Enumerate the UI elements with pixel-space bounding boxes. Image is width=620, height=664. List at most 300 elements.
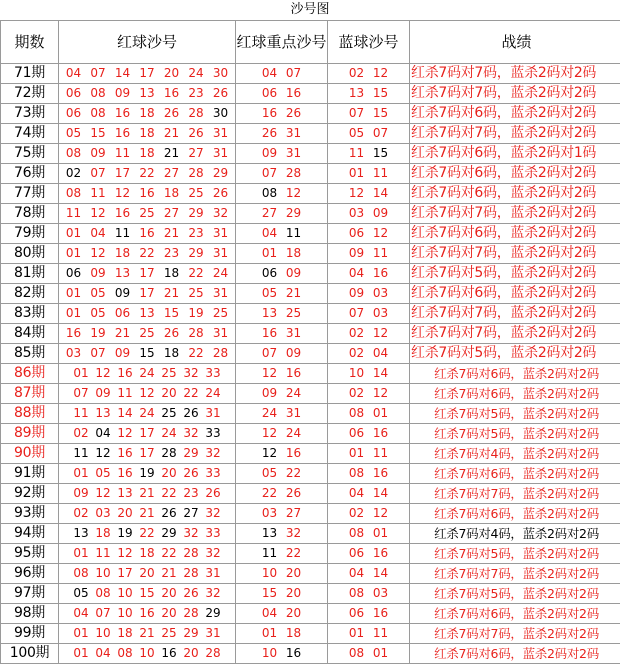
blue-ball-cell[interactable]	[328, 504, 410, 524]
blue-ball-cell[interactable]	[328, 284, 410, 304]
number: 21	[136, 504, 158, 523]
number: 03	[258, 504, 282, 523]
number: 28	[282, 164, 306, 183]
number: 25	[158, 624, 180, 643]
red-ball-cell[interactable]	[59, 644, 236, 664]
number: 15	[86, 124, 111, 143]
period-cell[interactable]: 94期	[1, 524, 59, 544]
number: 01	[369, 404, 393, 423]
result-cell[interactable]: 红杀7码对5码，蓝杀2码对2码	[410, 544, 620, 564]
number: 16	[135, 184, 160, 203]
number: 16	[110, 104, 135, 123]
number: 02	[345, 344, 369, 363]
red-key-cell[interactable]	[236, 404, 328, 424]
table-row	[1, 484, 620, 504]
red-ball-cell[interactable]	[59, 444, 236, 464]
red-key-cell[interactable]	[236, 324, 328, 344]
red-ball-cell[interactable]	[59, 144, 236, 164]
header-period[interactable]: 期数	[1, 21, 59, 64]
red-key-cell[interactable]	[236, 104, 328, 124]
red-key-cell[interactable]	[236, 264, 328, 284]
period-cell[interactable]: 96期	[1, 564, 59, 584]
red-key-cell[interactable]	[236, 364, 328, 384]
number: 25	[282, 304, 306, 323]
table-row	[1, 84, 620, 104]
number: 15	[159, 304, 184, 323]
header-result[interactable]: 战绩	[410, 21, 620, 64]
number: 10	[258, 564, 282, 583]
period-cell[interactable]: 100期	[1, 644, 59, 664]
number: 05	[345, 124, 369, 143]
number: 15	[258, 584, 282, 603]
period-cell[interactable]: 81期	[1, 264, 59, 284]
number: 12	[369, 504, 393, 523]
result-cell[interactable]: 红杀7码对6码，蓝杀2码对2码	[410, 384, 620, 404]
result-cell[interactable]: 红杀7码对4码，蓝杀2码对2码	[410, 444, 620, 464]
blue-ball-cell[interactable]	[328, 84, 410, 104]
number: 20	[282, 604, 306, 623]
number: 09	[258, 384, 282, 403]
number: 26	[158, 504, 180, 523]
red-ball-cell[interactable]	[59, 324, 236, 344]
number: 13	[70, 524, 92, 543]
blue-ball-cell[interactable]	[328, 444, 410, 464]
blue-ball-cell[interactable]	[328, 624, 410, 644]
number: 07	[258, 164, 282, 183]
number: 03	[369, 304, 393, 323]
result-cell[interactable]: 红杀7码对5码，蓝杀2码对2码	[410, 404, 620, 424]
red-key-cell[interactable]	[236, 584, 328, 604]
result-cell[interactable]: 红杀7码对7码，蓝杀2码对2码	[410, 484, 620, 504]
number: 26	[208, 84, 233, 103]
number: 17	[110, 164, 135, 183]
blue-ball-cell[interactable]	[328, 384, 410, 404]
number: 09	[110, 284, 135, 303]
red-key-cell[interactable]	[236, 304, 328, 324]
red-ball-cell[interactable]	[59, 484, 236, 504]
number: 06	[258, 264, 282, 283]
result-cell[interactable]: 红杀7码对7码，蓝杀2码对2码	[410, 84, 620, 104]
result-cell[interactable]: 红杀7码对4码，蓝杀2码对2码	[410, 524, 620, 544]
period-cell[interactable]: 74期	[1, 124, 59, 144]
number: 26	[180, 464, 202, 483]
number: 11	[70, 444, 92, 463]
period-cell[interactable]: 75期	[1, 144, 59, 164]
period-cell[interactable]: 90期	[1, 444, 59, 464]
red-ball-cell[interactable]	[59, 364, 236, 384]
number: 32	[180, 524, 202, 543]
number: 07	[70, 384, 92, 403]
red-key-cell[interactable]	[236, 64, 328, 84]
red-key-cell[interactable]	[236, 604, 328, 624]
period-cell[interactable]: 76期	[1, 164, 59, 184]
number: 08	[61, 144, 86, 163]
result-cell[interactable]: 红杀7码对7码，蓝杀2码对2码	[410, 204, 620, 224]
number: 12	[114, 544, 136, 563]
period-cell[interactable]: 84期	[1, 324, 59, 344]
blue-ball-cell[interactable]	[328, 144, 410, 164]
red-key-cell[interactable]	[236, 344, 328, 364]
red-key-cell[interactable]	[236, 524, 328, 544]
number: 16	[282, 364, 306, 383]
table-row	[1, 524, 620, 544]
result-cell[interactable]: 红杀7码对6码，蓝杀2码对2码	[410, 184, 620, 204]
blue-ball-cell[interactable]	[328, 584, 410, 604]
number: 06	[345, 224, 369, 243]
number: 24	[282, 384, 306, 403]
blue-ball-cell[interactable]	[328, 64, 410, 84]
period-cell[interactable]: 83期	[1, 304, 59, 324]
red-key-cell[interactable]	[236, 624, 328, 644]
number: 29	[158, 524, 180, 543]
number: 12	[369, 324, 393, 343]
result-cell[interactable]: 红杀7码对6码，蓝杀2码对2码	[410, 604, 620, 624]
red-ball-cell[interactable]	[59, 344, 236, 364]
red-ball-cell[interactable]	[59, 204, 236, 224]
number: 12	[136, 384, 158, 403]
number: 07	[282, 64, 306, 83]
result-cell[interactable]: 红杀7码对5码，蓝杀2码对2码	[410, 584, 620, 604]
period-cell[interactable]: 87期	[1, 384, 59, 404]
number: 28	[180, 564, 202, 583]
number: 20	[282, 584, 306, 603]
number: 12	[92, 484, 114, 503]
red-ball-cell[interactable]	[59, 184, 236, 204]
number: 28	[180, 604, 202, 623]
blue-ball-cell[interactable]	[328, 604, 410, 624]
number: 22	[282, 464, 306, 483]
red-key-cell[interactable]	[236, 544, 328, 564]
table-row	[1, 64, 620, 84]
blue-ball-cell[interactable]	[328, 424, 410, 444]
red-key-cell[interactable]	[236, 184, 328, 204]
red-ball-cell[interactable]	[59, 404, 236, 424]
number: 04	[258, 224, 282, 243]
number: 12	[86, 244, 111, 263]
number: 06	[345, 604, 369, 623]
number: 20	[136, 564, 158, 583]
number: 16	[282, 644, 306, 663]
number: 14	[110, 64, 135, 83]
result-cell[interactable]: 红杀7码对7码，蓝杀2码对2码	[410, 624, 620, 644]
red-key-cell[interactable]	[236, 644, 328, 664]
blue-ball-cell[interactable]	[328, 224, 410, 244]
number: 31	[202, 564, 224, 583]
red-ball-cell[interactable]	[59, 124, 236, 144]
number: 11	[369, 444, 393, 463]
number: 26	[159, 104, 184, 123]
red-key-cell[interactable]	[236, 144, 328, 164]
header-row	[1, 21, 620, 64]
number: 30	[208, 64, 233, 83]
number: 28	[180, 544, 202, 563]
number: 12	[258, 424, 282, 443]
blue-ball-cell[interactable]	[328, 364, 410, 384]
number: 27	[159, 204, 184, 223]
table-row	[1, 464, 620, 484]
red-ball-cell[interactable]	[59, 544, 236, 564]
number: 29	[208, 164, 233, 183]
number: 02	[345, 64, 369, 83]
number: 09	[92, 384, 114, 403]
red-ball-cell[interactable]	[59, 464, 236, 484]
number: 13	[258, 304, 282, 323]
period-cell[interactable]: 77期	[1, 184, 59, 204]
result-cell[interactable]: 红杀7码对7码，蓝杀2码对2码	[410, 124, 620, 144]
red-ball-cell[interactable]	[59, 284, 236, 304]
number: 17	[136, 444, 158, 463]
blue-ball-cell[interactable]	[328, 184, 410, 204]
number: 01	[70, 644, 92, 663]
number: 29	[180, 624, 202, 643]
blue-ball-cell[interactable]	[328, 204, 410, 224]
number: 21	[159, 284, 184, 303]
red-ball-cell[interactable]	[59, 424, 236, 444]
red-key-cell[interactable]	[236, 424, 328, 444]
number: 18	[159, 264, 184, 283]
number: 05	[92, 464, 114, 483]
number: 25	[135, 204, 160, 223]
number: 24	[202, 384, 224, 403]
number: 23	[184, 84, 209, 103]
period-cell[interactable]: 95期	[1, 544, 59, 564]
red-ball-cell[interactable]	[59, 104, 236, 124]
number: 19	[114, 524, 136, 543]
number: 16	[159, 84, 184, 103]
number: 04	[369, 344, 393, 363]
number: 09	[282, 344, 306, 363]
number: 05	[258, 464, 282, 483]
number: 05	[70, 584, 92, 603]
header-blue-ball[interactable]: 蓝球沙号	[328, 21, 410, 64]
red-ball-cell[interactable]	[59, 164, 236, 184]
result-cell[interactable]: 红杀7码对7码，蓝杀2码对2码	[410, 564, 620, 584]
red-key-cell[interactable]	[236, 444, 328, 464]
number: 19	[136, 464, 158, 483]
number: 29	[184, 244, 209, 263]
period-cell[interactable]: 85期	[1, 344, 59, 364]
number: 16	[369, 264, 393, 283]
result-cell[interactable]: 红杀7码对6码，蓝杀2码对2码	[410, 464, 620, 484]
result-cell[interactable]: 红杀7码对5码，蓝杀2码对2码	[410, 424, 620, 444]
result-cell[interactable]: 红杀7码对7码，蓝杀2码对2码	[410, 324, 620, 344]
number: 31	[202, 624, 224, 643]
number: 01	[345, 164, 369, 183]
number: 23	[159, 244, 184, 263]
blue-ball-cell[interactable]	[328, 464, 410, 484]
result-cell[interactable]: 红杀7码对6码，蓝杀2码对2码	[410, 644, 620, 664]
blue-ball-cell[interactable]	[328, 344, 410, 364]
period-cell[interactable]: 73期	[1, 104, 59, 124]
number: 08	[258, 184, 282, 203]
red-key-cell[interactable]	[236, 224, 328, 244]
result-cell[interactable]: 红杀7码对5码，蓝杀2码对2码	[410, 264, 620, 284]
red-ball-cell[interactable]	[59, 244, 236, 264]
number: 28	[208, 344, 233, 363]
table-row	[1, 344, 620, 364]
result-cell[interactable]: 红杀7码对7码，蓝杀2码对2码	[410, 64, 620, 84]
result-cell[interactable]: 红杀7码对5码，蓝杀2码对2码	[410, 344, 620, 364]
period-cell[interactable]: 82期	[1, 284, 59, 304]
blue-ball-cell[interactable]	[328, 644, 410, 664]
number: 33	[202, 364, 224, 383]
red-ball-cell[interactable]	[59, 224, 236, 244]
result-cell[interactable]: 红杀7码对7码，蓝杀2码对2码	[410, 244, 620, 264]
number: 16	[135, 224, 160, 243]
number: 20	[158, 604, 180, 623]
number: 25	[158, 404, 180, 423]
number: 18	[92, 524, 114, 543]
table-row	[1, 164, 620, 184]
result-cell[interactable]: 红杀7码对6码，蓝杀2码对2码	[410, 364, 620, 384]
period-cell[interactable]: 91期	[1, 464, 59, 484]
red-ball-cell[interactable]	[59, 604, 236, 624]
red-key-cell[interactable]	[236, 84, 328, 104]
red-ball-cell[interactable]	[59, 624, 236, 644]
number: 04	[92, 424, 114, 443]
period-cell[interactable]: 93期	[1, 504, 59, 524]
number: 11	[110, 224, 135, 243]
number: 18	[282, 244, 306, 263]
red-key-cell[interactable]	[236, 384, 328, 404]
red-key-cell[interactable]	[236, 484, 328, 504]
period-cell[interactable]: 92期	[1, 484, 59, 504]
red-key-cell[interactable]	[236, 124, 328, 144]
red-ball-cell[interactable]	[59, 304, 236, 324]
red-ball-cell[interactable]	[59, 64, 236, 84]
number: 12	[345, 184, 369, 203]
number: 22	[258, 484, 282, 503]
period-cell[interactable]: 78期	[1, 204, 59, 224]
number: 09	[110, 84, 135, 103]
blue-ball-cell[interactable]	[328, 264, 410, 284]
number: 22	[135, 244, 160, 263]
red-key-cell[interactable]	[236, 244, 328, 264]
blue-ball-cell[interactable]	[328, 524, 410, 544]
number: 26	[258, 124, 282, 143]
number: 02	[70, 504, 92, 523]
result-cell[interactable]: 红杀7码对6码，蓝杀2码对1码	[410, 144, 620, 164]
result-cell[interactable]: 红杀7码对6码，蓝杀2码对2码	[410, 224, 620, 244]
number: 26	[180, 584, 202, 603]
blue-ball-cell[interactable]	[328, 404, 410, 424]
result-cell[interactable]: 红杀7码对6码，蓝杀2码对2码	[410, 164, 620, 184]
blue-ball-cell[interactable]	[328, 484, 410, 504]
period-cell[interactable]: 71期	[1, 64, 59, 84]
blue-ball-cell[interactable]	[328, 304, 410, 324]
number: 16	[369, 464, 393, 483]
period-cell[interactable]: 72期	[1, 84, 59, 104]
period-cell[interactable]: 98期	[1, 604, 59, 624]
number: 27	[159, 164, 184, 183]
number: 28	[158, 444, 180, 463]
number: 24	[158, 424, 180, 443]
header-red-key[interactable]: 红球重点沙号	[236, 21, 328, 64]
result-cell[interactable]: 红杀7码对6码，蓝杀2码对2码	[410, 104, 620, 124]
red-ball-cell[interactable]	[59, 524, 236, 544]
red-key-cell[interactable]	[236, 564, 328, 584]
number: 31	[202, 404, 224, 423]
number: 18	[135, 144, 160, 163]
number: 25	[158, 364, 180, 383]
number: 12	[282, 184, 306, 203]
period-cell[interactable]: 99期	[1, 624, 59, 644]
result-cell[interactable]: 红杀7码对6码，蓝杀2码对2码	[410, 284, 620, 304]
red-ball-cell[interactable]	[59, 264, 236, 284]
number: 28	[184, 104, 209, 123]
number: 11	[61, 204, 86, 223]
number: 12	[369, 384, 393, 403]
red-key-cell[interactable]	[236, 164, 328, 184]
period-cell[interactable]: 88期	[1, 404, 59, 424]
number: 31	[282, 124, 306, 143]
header-red-ball[interactable]: 红球沙号	[59, 21, 236, 64]
blue-ball-cell[interactable]	[328, 544, 410, 564]
number: 16	[369, 424, 393, 443]
number: 01	[70, 544, 92, 563]
number: 12	[369, 64, 393, 83]
number: 18	[110, 244, 135, 263]
period-cell[interactable]: 79期	[1, 224, 59, 244]
number: 31	[208, 284, 233, 303]
period-cell[interactable]: 80期	[1, 244, 59, 264]
number: 20	[159, 64, 184, 83]
period-cell[interactable]: 97期	[1, 584, 59, 604]
number: 20	[114, 504, 136, 523]
red-ball-cell[interactable]	[59, 564, 236, 584]
number: 02	[70, 424, 92, 443]
blue-ball-cell[interactable]	[328, 564, 410, 584]
number: 25	[208, 304, 233, 323]
number: 09	[369, 204, 393, 223]
number: 12	[258, 364, 282, 383]
blue-ball-cell[interactable]	[328, 324, 410, 344]
number: 02	[61, 164, 86, 183]
number: 24	[136, 404, 158, 423]
number: 05	[258, 284, 282, 303]
red-ball-cell[interactable]	[59, 504, 236, 524]
table-row	[1, 304, 620, 324]
number: 16	[136, 604, 158, 623]
number: 24	[184, 64, 209, 83]
number: 10	[136, 644, 158, 663]
number: 21	[158, 564, 180, 583]
number: 22	[184, 264, 209, 283]
blue-ball-cell[interactable]	[328, 164, 410, 184]
number: 18	[136, 544, 158, 563]
red-key-cell[interactable]	[236, 504, 328, 524]
number: 29	[184, 204, 209, 223]
period-cell[interactable]: 89期	[1, 424, 59, 444]
number: 17	[135, 264, 160, 283]
red-key-cell[interactable]	[236, 464, 328, 484]
result-cell[interactable]: 红杀7码对6码，蓝杀2码对2码	[410, 504, 620, 524]
red-key-cell[interactable]	[236, 284, 328, 304]
blue-ball-cell[interactable]	[328, 124, 410, 144]
blue-ball-cell[interactable]	[328, 104, 410, 124]
result-cell[interactable]: 红杀7码对7码，蓝杀2码对2码	[410, 304, 620, 324]
red-ball-cell[interactable]	[59, 384, 236, 404]
red-ball-cell[interactable]	[59, 584, 236, 604]
blue-ball-cell[interactable]	[328, 244, 410, 264]
red-ball-cell[interactable]	[59, 84, 236, 104]
number: 06	[61, 264, 86, 283]
number: 12	[92, 364, 114, 383]
period-cell[interactable]: 86期	[1, 364, 59, 384]
number: 11	[92, 544, 114, 563]
number: 14	[369, 364, 393, 383]
red-key-cell[interactable]	[236, 204, 328, 224]
